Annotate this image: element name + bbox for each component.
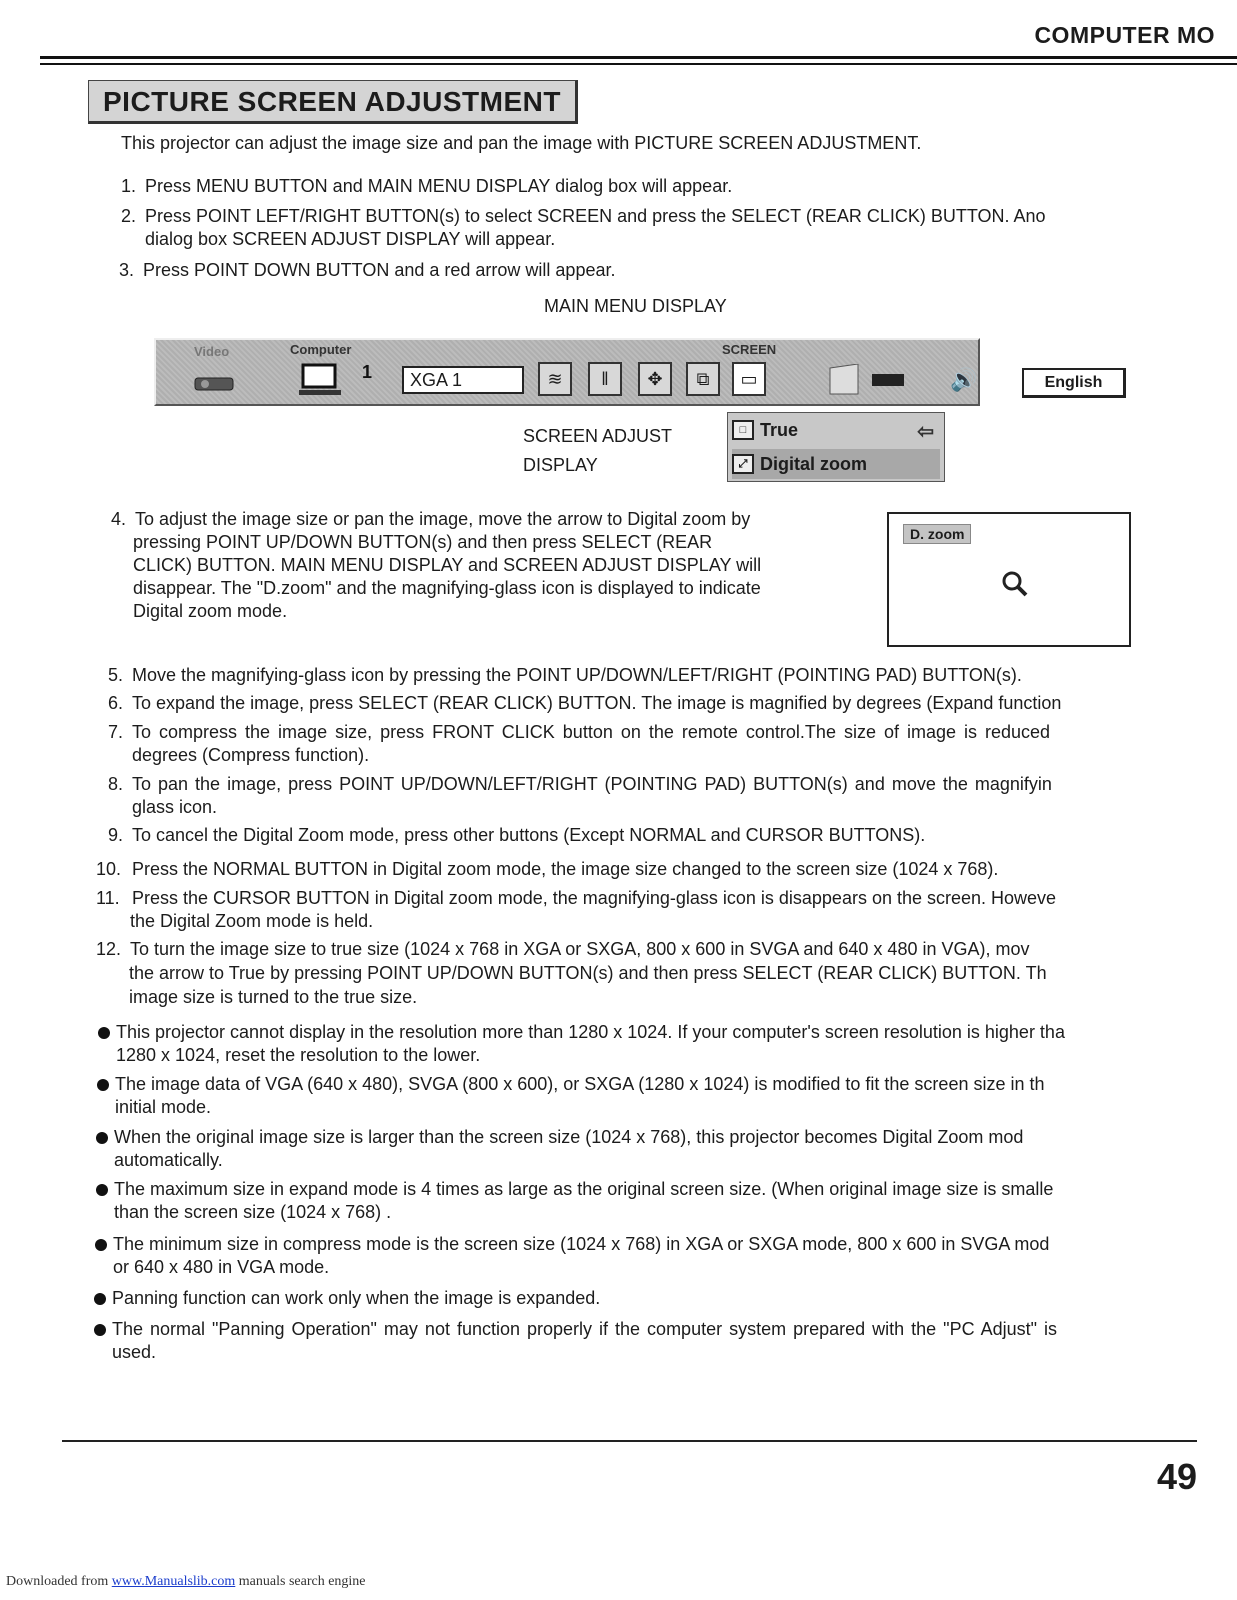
option-true[interactable] [732,415,940,445]
speaker-icon[interactable]: 🔊 [950,367,978,392]
step-text: the arrow to True by pressing POINT UP/DOWN BUTTON(s) and then press SELECT (REAR CLICK) BUTTON. Th [129,963,1047,983]
step-text: Press POINT DOWN BUTTON and a red arrow will appear. [143,260,616,280]
note-text: automatically. [114,1150,223,1170]
bullet-icon [96,1132,108,1144]
step-number: 3. [119,260,135,280]
step-number: 4. [111,509,127,529]
bottom-rule [62,1440,1197,1442]
top-rule [40,56,1237,65]
page-number: 49 [1156,1456,1197,1497]
dzoom-label: D. zoom [903,524,971,544]
section-title: PICTURE SCREEN ADJUSTMENT [88,80,578,124]
note-text: 1280 x 1024, reset the resolution to the lower. [116,1045,481,1065]
step-text: dialog box SCREEN ADJUST DISPLAY will appear. [145,229,556,249]
step-text: the Digital Zoom mode is held. [130,911,374,931]
red-arrow-icon: ⇦ [917,421,934,443]
step-text: To compress the image size, press FRONT CLICK button on the remote control.The size of image is reduced [132,722,1051,742]
step-text: Press MENU BUTTON and MAIN MENU DISPLAY dialog box will appear. [145,176,733,196]
note-text: This projector cannot display in the resolution more than 1280 x 1024. If your computer's screen resolution is higher tha [116,1022,1065,1042]
note-text: used. [112,1342,157,1362]
step-number: 5. [108,665,124,685]
projector-icon[interactable] [192,372,236,396]
step-number: 7. [108,722,124,742]
step-text: CLICK) BUTTON. MAIN MENU DISPLAY and SCREEN ADJUST DISPLAY will [133,555,762,575]
magnifying-glass-icon [1001,570,1029,605]
note-text: The normal "Panning Operation" may not function properly if the computer system prepared with the "PC Adjust" is [112,1319,1058,1339]
note-text: The image data of VGA (640 x 480), SVGA (800 x 600), or SXGA (1280 x 1024) is modified to fit the screen size in th [115,1074,1045,1094]
step-text: To cancel the Digital Zoom mode, press other buttons (Except NORMAL and CURSOR BUTTONS). [132,825,926,845]
step-text: image size is turned to the true size. [129,987,418,1007]
step-text: glass icon. [132,797,218,817]
position-icon[interactable]: ✥ [638,362,672,396]
input-select-field[interactable]: XGA 1 [402,366,524,394]
step-number: 12. [96,939,122,959]
option-true-label: True [760,419,799,440]
download-footer [6,1574,366,1590]
screen-adjust-caption: DISPLAY [523,455,598,475]
step-text: To adjust the image size or pan the image, move the arrow to Digital zoom by [135,509,751,529]
computer-number: 1 [362,362,373,382]
pc-adjust-icon[interactable]: ‖ [588,362,622,396]
intro-text: This projector can adjust the image size and pan the image with PICTURE SCREEN ADJUSTMENT. [121,133,922,153]
bullet-icon [96,1184,108,1196]
step-text: Digital zoom mode. [133,601,288,621]
step-text: To pan the image, press POINT UP/DOWN/LEFT/RIGHT (POINTING PAD) BUTTON(s) and move the magnifyin [132,774,1052,794]
option-digital-zoom-label: Digital zoom [760,453,867,474]
step-text: pressing POINT UP/DOWN BUTTON(s) and then press SELECT (REAR [133,532,713,552]
footer-prefix: Downloaded from [6,1574,112,1589]
step-number: 2. [121,206,137,226]
language-select[interactable]: English [1022,368,1126,398]
screen-label: SCREEN [722,342,777,357]
step-text: Press POINT LEFT/RIGHT BUTTON(s) to select SCREEN and press the SELECT (REAR CLICK) BUTTON. Ano [145,206,1046,226]
header-section-label: COMPUTER MO [1034,22,1215,48]
dzoom-screen [887,512,1131,647]
manualslib-link[interactable]: www.Manualslib.com [111,1574,236,1589]
main-menu-display [154,338,1103,406]
step-number: 1. [121,176,137,196]
step-text: disappear. The "D.zoom" and the magnifying-glass icon is displayed to indicate [133,578,761,598]
bullet-icon [94,1324,106,1336]
bullet-icon [94,1293,106,1305]
note-text: or 640 x 480 in VGA mode. [113,1257,330,1277]
step-text: To turn the image size to true size (1024 x 768 in XGA or SXGA, 800 x 600 in SVGA and 640 x 480 in VGA), mov [130,939,1030,959]
digital-zoom-icon: ⤢ [732,454,754,474]
step-number: 9. [108,825,124,845]
option-digital-zoom[interactable] [732,449,940,479]
step-text: Press the CURSOR BUTTON in Digital zoom mode, the magnifying-glass icon is disappears on the screen. Howeve [132,888,1057,908]
monitor-icon[interactable] [296,362,344,398]
screen-adjust-display [727,412,945,482]
note-text: The maximum size in expand mode is 4 times as large as the original screen size. (When original image size is smalle [114,1179,1054,1199]
bullet-icon [98,1027,110,1039]
note-text: Panning function can work only when the image is expanded. [112,1288,601,1308]
image-adjust-icon[interactable]: ≋ [538,362,572,396]
screen-adjust-caption: SCREEN ADJUST [523,426,673,446]
step-number: 11. [96,888,120,908]
bullet-icon [95,1239,107,1251]
note-text: When the original image size is larger than the screen size (1024 x 768), this projector becomes Digital Zoom mod [114,1127,1024,1147]
step-number: 8. [108,774,124,794]
computer-label: Computer [290,342,352,357]
note-text: The minimum size in compress mode is the screen size (1024 x 768) in XGA or SXGA mode, 800 x 600 in SVGA mod [113,1234,1050,1254]
true-size-icon: □ [732,420,754,440]
step-text: To expand the image, press SELECT (REAR CLICK) BUTTON. The image is magnified by degrees (Expand function [132,693,1062,713]
note-text: initial mode. [115,1097,212,1117]
setting-icon[interactable]: ⧉ [686,362,720,396]
footer-suffix: manuals search engine [235,1574,366,1589]
step-text: Move the magnifying-glass icon by pressing the POINT UP/DOWN/LEFT/RIGHT (POINTING PAD) BUTTON(s). [132,665,1022,685]
step-number: 6. [108,693,124,713]
main-menu-caption: MAIN MENU DISPLAY [544,296,727,316]
video-label: Video [194,344,230,359]
note-text: than the screen size (1024 x 768) . [114,1202,392,1222]
screen-icon[interactable]: ▭ [732,362,766,396]
step-number: 10. [96,859,122,879]
step-text: Press the NORMAL BUTTON in Digital zoom mode, the image size changed to the screen size (1024 x 768). [132,859,999,879]
bullet-icon [97,1079,109,1091]
blank-screen-icon[interactable] [828,364,908,396]
step-text: degrees (Compress function). [132,745,370,765]
